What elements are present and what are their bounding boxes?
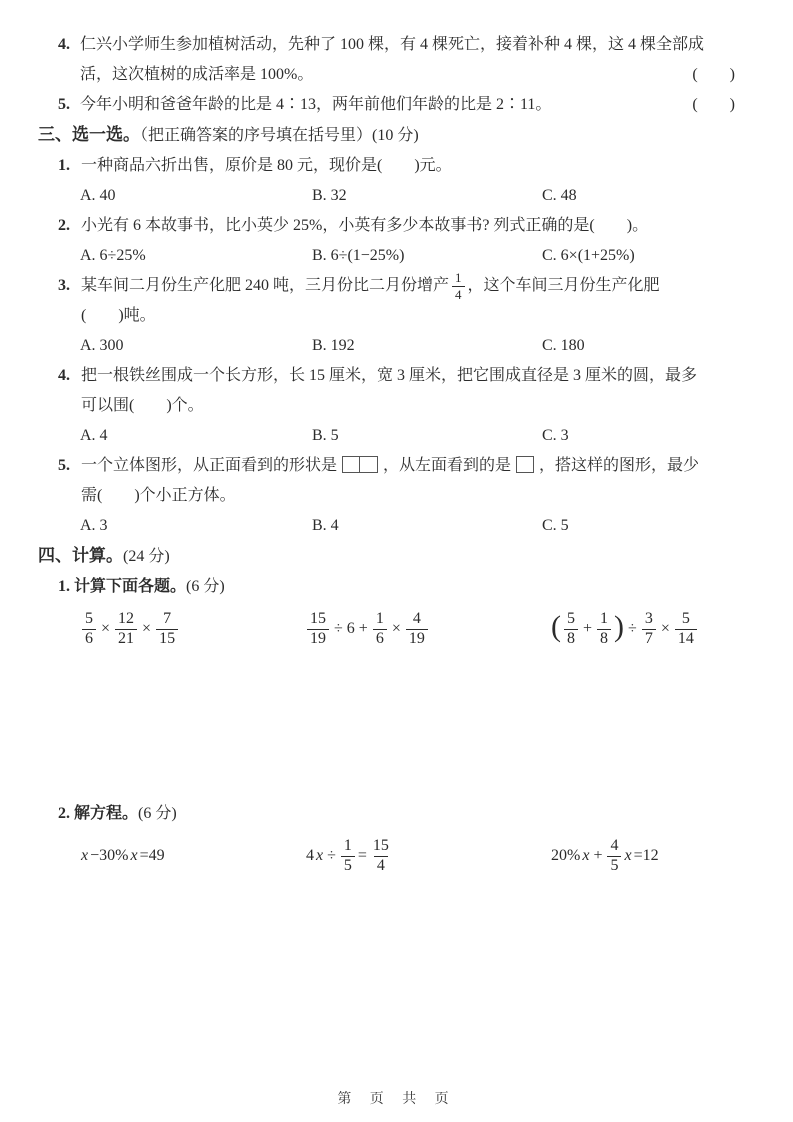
- fraction-denominator: 8: [597, 629, 611, 648]
- math-text: =49: [139, 847, 165, 865]
- fraction-denominator: 6: [373, 629, 387, 648]
- calc-sub2-header: [58, 799, 735, 829]
- fraction-numerator: 1: [375, 610, 384, 628]
- fraction-numerator: 12: [118, 610, 135, 628]
- fraction-numerator: 3: [644, 610, 653, 628]
- option-b: B. 5: [312, 427, 339, 445]
- fraction-numerator: 5: [567, 610, 575, 628]
- math-operator: +: [358, 620, 368, 638]
- question-number: 5.: [58, 96, 70, 113]
- choice-question-list: [38, 151, 735, 541]
- math-equation: [305, 838, 550, 875]
- question-text: 今年小明和爸爸年龄的比是 4∶13，两年前他们年龄的比是 2∶11。: [80, 96, 552, 113]
- fraction: [564, 611, 578, 648]
- question-line: [80, 30, 735, 60]
- choice-question: [58, 151, 735, 211]
- choice-question: [58, 361, 735, 451]
- options-row: [80, 241, 735, 271]
- section-3-header: [38, 120, 735, 151]
- question-line: [80, 90, 735, 120]
- option-b: B. 6÷(1−25%): [312, 247, 405, 264]
- option-a: A. 40: [80, 187, 116, 204]
- option-a: A. 3: [80, 517, 108, 535]
- fraction-denominator: 7: [642, 629, 656, 648]
- option-c: C. 3: [542, 427, 569, 445]
- math-text: 可以围( )个。: [81, 397, 204, 415]
- question-body: [80, 90, 735, 120]
- fraction: [307, 611, 329, 648]
- math-variable: x: [316, 847, 324, 865]
- square-cell: [516, 456, 534, 473]
- question-line: [80, 151, 735, 181]
- question-line: [80, 451, 735, 481]
- question-body: [80, 361, 735, 451]
- cube-view-squares: [516, 456, 534, 473]
- math-text: 4: [306, 847, 314, 865]
- right-paren: ): [614, 610, 625, 644]
- math-text: 20%: [551, 847, 581, 865]
- question-line: [80, 301, 735, 331]
- math-variable: x: [130, 847, 138, 865]
- fraction: [82, 611, 96, 648]
- math-variable: x: [624, 847, 632, 865]
- question-line: [80, 271, 735, 301]
- question-body: [80, 30, 735, 90]
- question-body: [80, 451, 735, 541]
- math-text: ，搭这样的图形，最少: [539, 457, 700, 475]
- square-cell: [342, 456, 360, 473]
- fraction-denominator: 6: [82, 629, 96, 648]
- math-operator: ×: [391, 620, 401, 638]
- option-b: B. 32: [312, 187, 347, 204]
- question-number: 1.: [58, 157, 70, 174]
- math-text: 需( )个小正方体。: [81, 487, 236, 505]
- math-text: =12: [633, 847, 659, 865]
- fraction: [452, 271, 465, 301]
- math-text: 某车间二月份生产化肥 240 吨，三月份比二月份增产: [81, 277, 450, 294]
- fraction: [115, 611, 137, 648]
- math-text: −30%: [90, 847, 129, 865]
- fraction-numerator: 4: [412, 610, 421, 628]
- calc-sub2-text: 解方程。: [74, 805, 139, 823]
- math-text: 6: [346, 620, 355, 638]
- math-operator: +: [593, 847, 603, 865]
- answer-bracket: ( ): [692, 66, 735, 83]
- option-c: C. 5: [542, 517, 569, 535]
- section-3-points: (10 分): [372, 127, 419, 144]
- math-operator: ×: [101, 620, 111, 638]
- calc-sub1-points: (6 分): [186, 578, 225, 596]
- cube-view-squares: [342, 456, 378, 473]
- fraction-denominator: 21: [115, 629, 137, 648]
- fraction-denominator: 5: [341, 856, 355, 875]
- question-text: 仁兴小学师生参加植树活动，先种了 100 棵，有 4 棵死亡，接着补种 4 棵，这 4 棵全部成: [80, 36, 705, 53]
- judge-question-list: [38, 30, 735, 120]
- fraction-denominator: 5: [607, 856, 621, 875]
- math-expression: [305, 611, 550, 648]
- fraction: [373, 611, 387, 648]
- math-text: ，这个车间三月份生产化肥: [467, 277, 660, 294]
- equation-row: [80, 829, 735, 883]
- fraction-numerator: 7: [163, 610, 172, 628]
- option-b: B. 192: [312, 337, 355, 355]
- section-3-title: 三、选一选。: [38, 125, 140, 144]
- question-line: [80, 361, 735, 391]
- math-text: ( )吨。: [81, 307, 156, 325]
- section-4-title: 四、计算。: [38, 546, 123, 566]
- fraction: [607, 838, 621, 875]
- options-row: [80, 421, 735, 451]
- left-paren: (: [551, 610, 561, 644]
- math-equation: [80, 847, 305, 865]
- fraction-denominator: 4: [452, 286, 465, 302]
- fraction: [675, 611, 697, 648]
- calc-sub1-label: 1.: [58, 578, 70, 596]
- math-expression: [550, 611, 735, 648]
- fraction-numerator: 4: [610, 837, 619, 855]
- option-a: A. 6÷25%: [80, 247, 146, 264]
- math-operator: ÷: [628, 620, 637, 638]
- option-c: C. 180: [542, 337, 585, 355]
- fraction-numerator: 5: [85, 610, 93, 628]
- fraction: [406, 611, 428, 648]
- math-text: =: [357, 847, 367, 865]
- answer-workspace: [38, 656, 735, 799]
- question-body: [80, 271, 735, 361]
- fraction-denominator: 4: [374, 856, 388, 875]
- options-row: [80, 331, 735, 361]
- question-body: [80, 211, 735, 271]
- judge-question: [58, 90, 735, 120]
- fraction-denominator: 19: [406, 629, 428, 648]
- page-footer: 第 页 共 页: [337, 1091, 456, 1107]
- option-a: A. 300: [80, 337, 124, 355]
- question-line: [80, 211, 735, 241]
- question-line: [80, 60, 735, 90]
- math-text: 小光有 6 本故事书，比小英少 25%，小英有多少本故事书? 列式正确的是( )。: [81, 217, 649, 234]
- question-number: 4.: [58, 36, 70, 53]
- option-c: C. 6×(1+25%): [542, 247, 635, 264]
- section-4-header: [38, 541, 735, 572]
- math-equation: [550, 838, 735, 875]
- fraction-denominator: 14: [675, 629, 697, 648]
- option-c: C. 48: [542, 187, 577, 204]
- math-text: 把一根铁丝围成一个长方形，长 15 厘米，宽 3 厘米，把它围成直径是 3 厘米的圆，最多: [81, 367, 698, 385]
- calc-sub2-label: 2.: [58, 805, 70, 823]
- question-body: [80, 151, 735, 211]
- fraction-numerator: 15: [310, 610, 326, 628]
- fraction: [341, 838, 355, 875]
- calc-sub1-header: [58, 572, 735, 602]
- fraction: [370, 838, 392, 875]
- math-variable: x: [582, 847, 590, 865]
- fraction-denominator: 8: [564, 629, 578, 648]
- square-cell: [360, 456, 378, 473]
- question-number: 3.: [58, 277, 70, 294]
- options-row: [80, 511, 735, 541]
- expression-row: [80, 602, 735, 656]
- fraction-numerator: 1: [343, 837, 352, 855]
- judge-question: [58, 30, 735, 90]
- fraction-numerator: 5: [681, 610, 690, 628]
- fraction: [597, 611, 611, 648]
- option-a: A. 4: [80, 427, 108, 445]
- question-text: 活，这次植树的成活率是 100%。: [80, 66, 314, 83]
- math-variable: x: [81, 847, 89, 865]
- question-number: 5.: [58, 457, 70, 475]
- math-text: ，从左面看到的是: [383, 457, 512, 475]
- fraction: [156, 611, 178, 648]
- math-operator: ÷: [327, 847, 336, 865]
- math-operator: +: [583, 620, 593, 638]
- math-operator: ÷: [334, 620, 343, 638]
- math-text: 一个立体图形，从正面看到的形状是: [81, 457, 338, 475]
- math-text: 一种商品六折出售，原价是 80 元，现价是( )元。: [81, 157, 452, 174]
- option-b: B. 4: [312, 517, 339, 535]
- fraction-numerator: 15: [372, 837, 389, 855]
- fraction-denominator: 15: [156, 629, 178, 648]
- question-line: [80, 481, 735, 511]
- fraction-numerator: 1: [455, 270, 462, 286]
- choice-question: [58, 451, 735, 541]
- math-operator: ×: [660, 620, 670, 638]
- calc-sub2-points: (6 分): [138, 805, 177, 823]
- choice-question: [58, 211, 735, 271]
- section-4-points: (24 分): [123, 548, 170, 566]
- section-3-note: （把正确答案的序号填在括号里）: [140, 127, 373, 144]
- fraction: [642, 611, 656, 648]
- question-line: [80, 391, 735, 421]
- question-number: 2.: [58, 217, 70, 234]
- calc-sub1-text: 计算下面各题。: [74, 578, 187, 596]
- fraction-denominator: 19: [307, 629, 329, 648]
- math-expression: [80, 611, 305, 648]
- question-number: 4.: [58, 367, 70, 385]
- options-row: [80, 181, 735, 211]
- math-operator: ×: [142, 620, 152, 638]
- fraction-numerator: 1: [600, 610, 609, 628]
- choice-question: [58, 271, 735, 361]
- answer-bracket: ( ): [692, 96, 735, 113]
